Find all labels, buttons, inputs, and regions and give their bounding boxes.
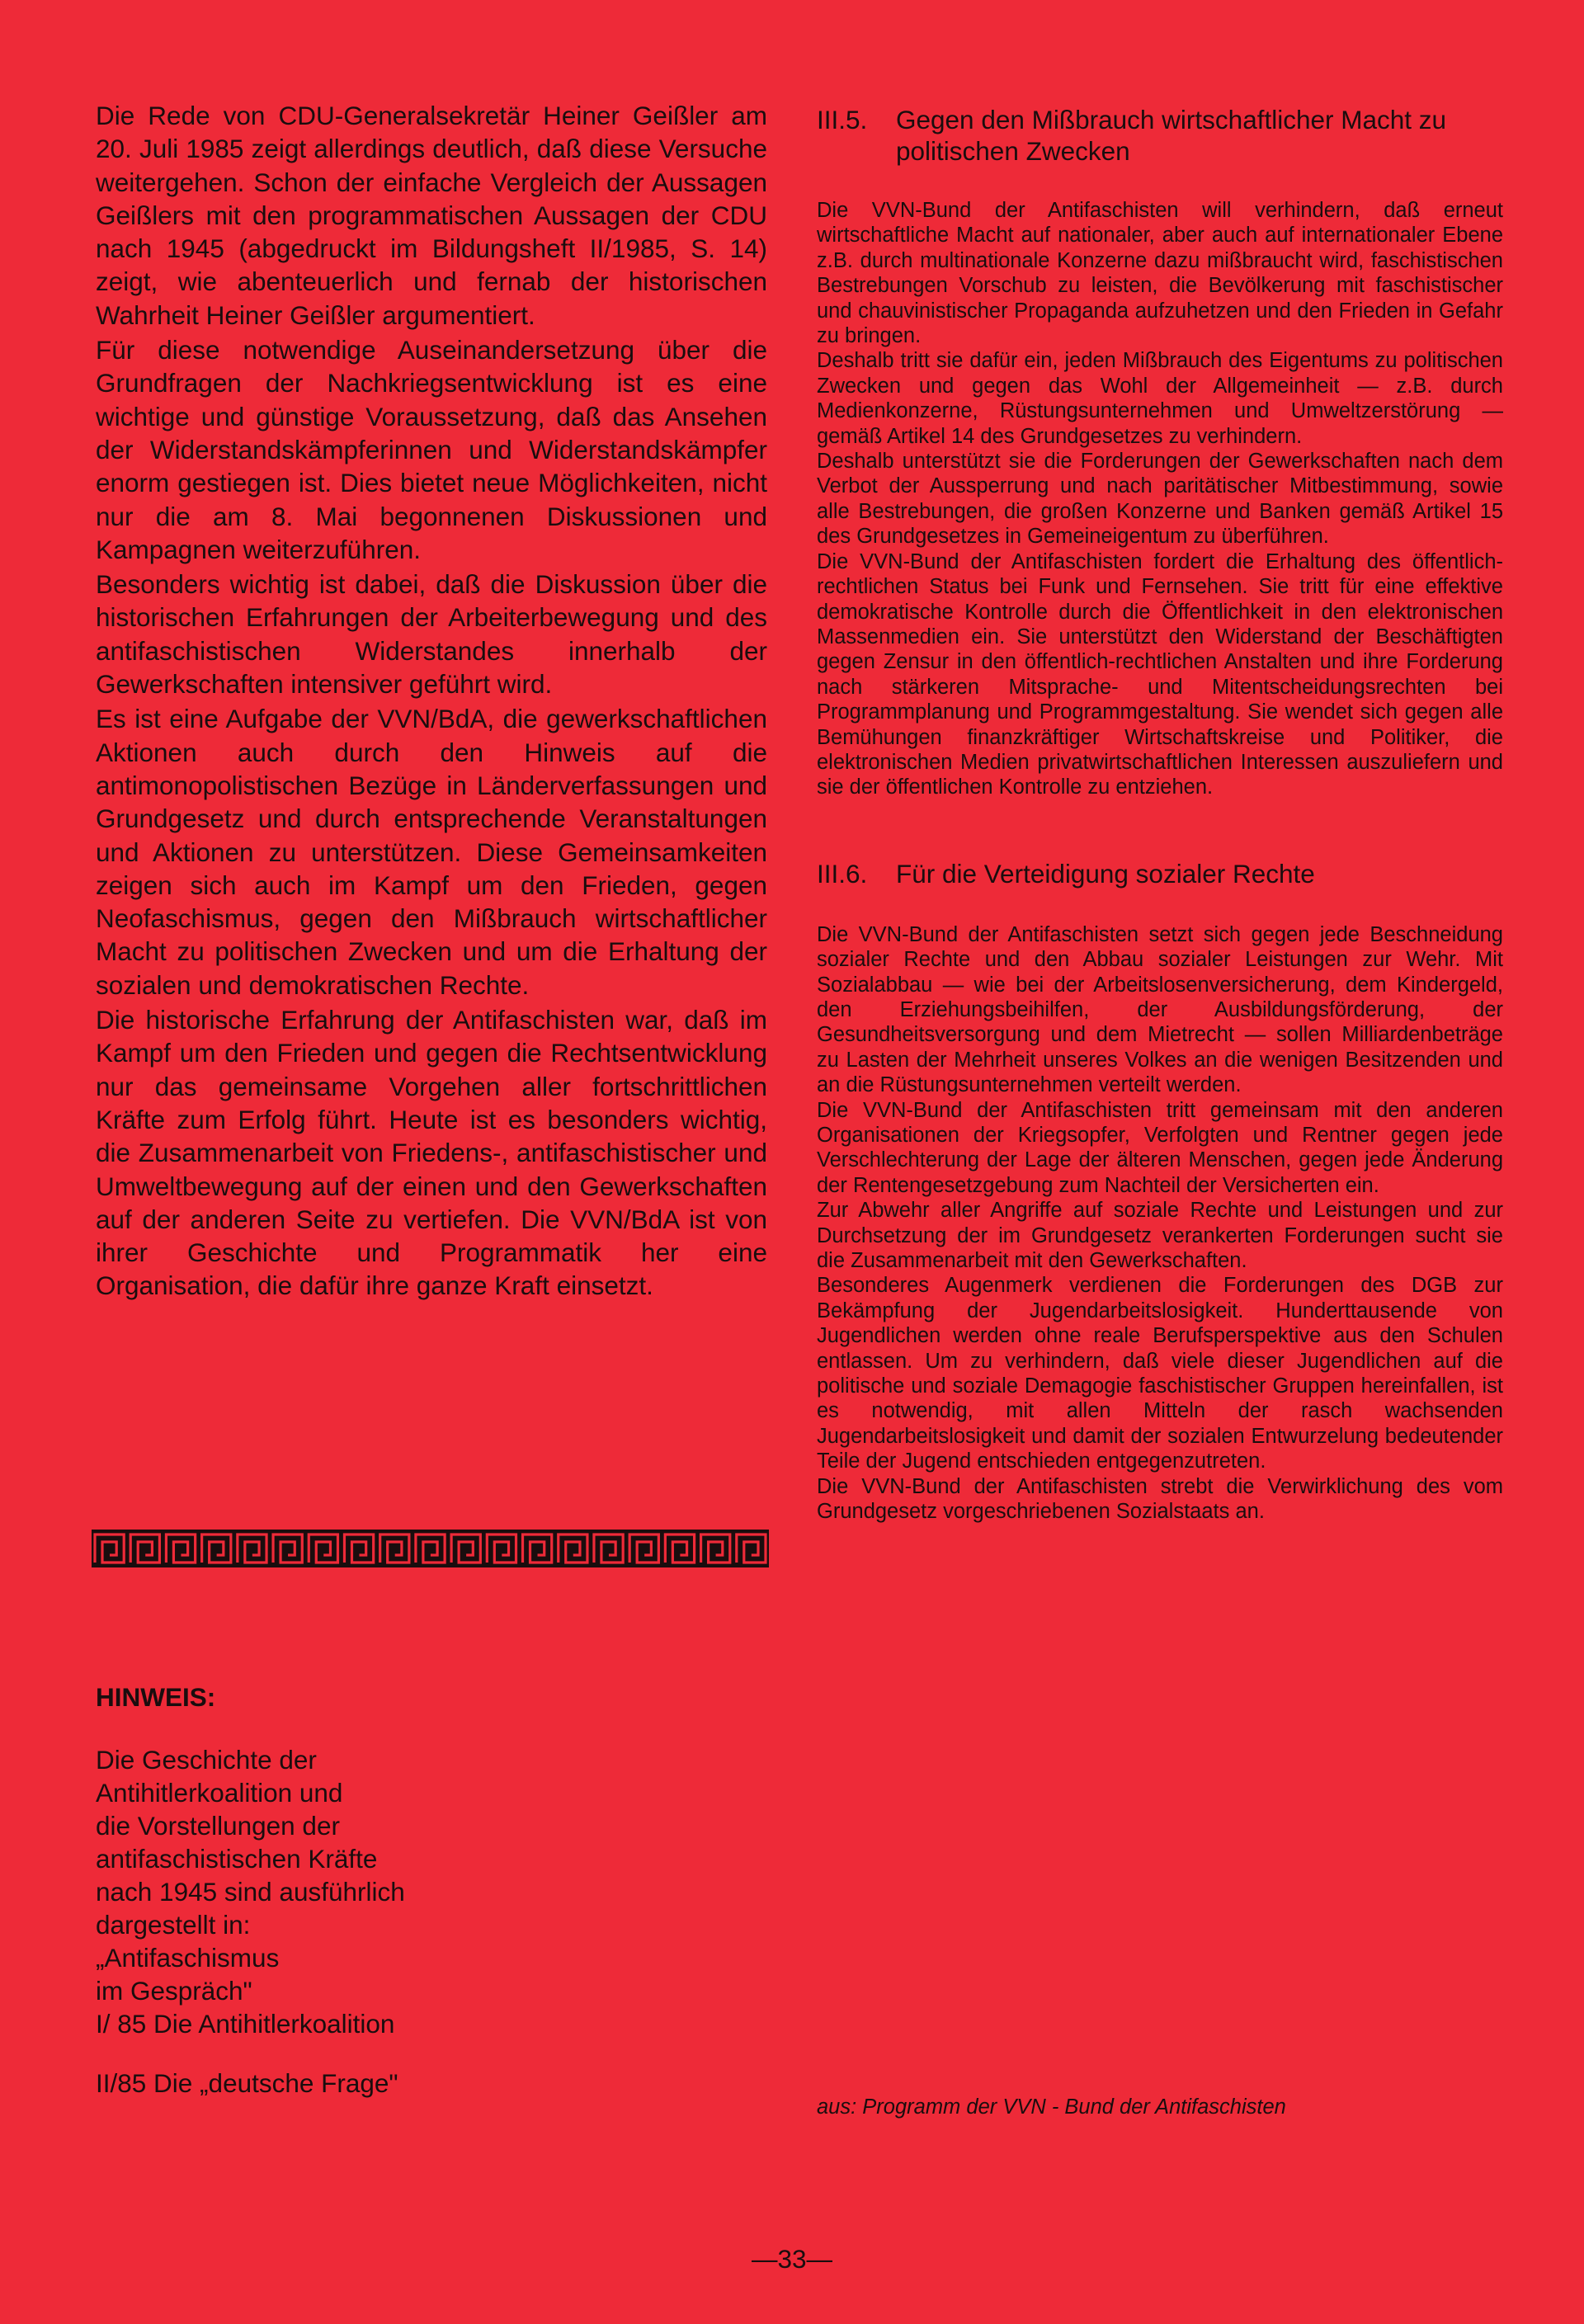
- left-paragraph-1: Die Rede von CDU-Generalsekretär Heiner Geißler am 20. Juli 1985 zeigt allerdings deutlich, daß diese Versuche weitergehen. Schon der einfache Vergleich der Aussagen Geißlers mit den programmatischen Aussagen der CDU nach 1945 (abgedruckt im Bildungsheft II/1985, S. 14) zeigt, wie abenteuerlich und fernab der historischen Wahrheit Heiner Geißler argumentiert.: [96, 101, 767, 330]
- section-5-paragraph: Die VVN-Bund der Antifaschisten fordert die Erhaltung des öffentlich-rechtlichen Status bei Funk und Fernsehen. Sie tritt für eine effektive demokratische Kontrolle durch die Öffentlichkeit in den elektronischen Massenmedien ein. Sie unterstützt den Widerstand der Beschäftigten gegen Zensur in den öffentlich-rechtlichen Anstalten und ihre Forderung nach stärkeren Mitsprache- und Mitentscheidungsrechten bei Programmplanung und Programmgestaltung. Sie wendet sich gegen alle Bemühungen finanzkräftiger Wirtschaftskreise und Politiker, die elektronischen Medien privatwirtschaftlichen Interessen auszuliefern und sie der öffentlichen Kontrolle zu entziehen.: [817, 549, 1503, 799]
- hinweis-line: Die Geschichte der: [96, 1745, 317, 1775]
- section-5-title: Gegen den Mißbrauch wirtschaftlicher Macht zu politischen Zwecken: [896, 105, 1447, 166]
- hinweis-title: HINWEIS:: [96, 1682, 216, 1712]
- section-6-paragraph: Die VVN-Bund der Antifaschisten tritt gemeinsam mit den anderen Organisationen der Kriegsopfer, Verfolgten und Rentner gegen jede Verschlechterung der Lage der älteren Menschen, gegen jede Änderung der Rentengesetzgebung zum Nachteil der Versicherten ein.: [817, 1098, 1503, 1197]
- section-6-number: III.6.: [817, 858, 868, 889]
- hinweis-line: Antihitlerkoalition und: [96, 1778, 343, 1808]
- section-5-paragraph: Deshalb tritt sie dafür ein, jeden Mißbrauch des Eigentums zu politischen Zwecken und gegen das Wohl der Allgemeinheit — z.B. durch Medienkonzerne, Rüstungsunternehmen und Umweltzerstörung — gemäß Artikel 14 des Grundgesetzes zu verhindern.: [817, 349, 1503, 448]
- section-5-paragraph: Deshalb unterstützt sie die Forderungen der Gewerkschaften nach dem Verbot der Aussperrung und nach paritätischer Mitbestimmung, sowie alle Bestrebungen, die großen Konzerne und Banken gemäß Artikel 15 des Grundgesetzes in Gemeineigentum zu überführen.: [817, 450, 1503, 549]
- hinweis-last-line: II/85 Die „deutsche Frage": [96, 2068, 398, 2098]
- hinweis-line: „Antifaschismus: [96, 1943, 280, 1973]
- section-5-heading: [817, 104, 1503, 167]
- hinweis-line: antifaschistischen Kräfte: [96, 1844, 378, 1874]
- left-paragraph-2: Für diese notwendige Auseinandersetzung über die Grundfragen der Nachkriegsentwicklung ist es eine wichtige und günstige Voraussetzung, daß das Ansehen der Widerstandskämpferinnen und Widerstandskämpfer enorm gestiegen ist. Dies bietet neue Möglichkeiten, nicht nur die am 8. Mai begonnenen Diskussionen und Kampagnen weiterzuführen.: [96, 335, 767, 564]
- section-5-number: III.5.: [817, 105, 868, 134]
- hinweis-line: dargestellt in:: [96, 1910, 251, 1940]
- section-5-paragraph: Die VVN-Bund der Antifaschisten will verhindern, daß erneut wirtschaftliche Macht auf nationaler, aber auch auf internationaler Ebene z.B. durch multinationale Konzerne dazu mißbraucht wird, faschistischen Bestrebungen Vorschub zu leisten, die Bevölkerung mit faschistischer und chauvinistischer Propaganda aufzuhetzen und den Frieden in Gefahr zu bringen.: [817, 199, 1503, 348]
- hinweis-line: im Gespräch": [96, 1976, 252, 2006]
- section-6-paragraph: Besonderes Augenmerk verdienen die Forderungen des DGB zur Bekämpfung der Jugendarbeitslosigkeit. Hunderttausende von Jugendlichen werden ohne reale Berufsperspektive aus den Schulen entlassen. Um zu verhindern, daß viele dieser Jugendlichen auf die politische und soziale Demagogie faschistischer Gruppen hereinfallen, ist es notwendig, mit allen Mitteln der rasch wachsenden Jugendarbeitslosigkeit und damit der sozialen Entwurzelung bedeutender Teile der Jugend entschieden entgegenzutreten.: [817, 1274, 1503, 1473]
- left-paragraph-5: Die historische Erfahrung der Antifaschisten war, daß im Kampf um den Frieden und gegen die Rechtsentwicklung nur das gemeinsame Vorgehen aller fortschrittlichen Kräfte zum Erfolg führt. Heute ist es besonders wichtig, die Zusammenarbeit von Friedens-, antifaschistischer und Umweltbewegung auf der einen und den Gewerkschaften auf der anderen Seite zu vertiefen. Die VVN/BdA ist von ihrer Geschichte und Programmatik her eine Organisation, die dafür ihre ganze Kraft einsetzt.: [96, 1005, 767, 1301]
- section-6-title: Für die Verteidigung sozialer Rechte: [896, 858, 1315, 889]
- left-paragraph-3: Besonders wichtig ist dabei, daß die Diskussion über die historischen Erfahrungen der Arbeiterbewegung und des antifaschistischen Widerstandes innerhalb der Gewerkschaften intensiver geführt wird.: [96, 569, 767, 700]
- section-6-paragraph: Die VVN-Bund der Antifaschisten setzt sich gegen jede Beschneidung sozialer Rechte und den Abbau sozialer Leistungen zur Wehr. Mit Sozialabbau — wie bei der Arbeitslosenversicherung, dem Kindergeld, den Erziehungsbeihilfen, der Ausbildungsförderung, der Gesundheitsversorgung und dem Mietrecht — sollen Milliardenbeträge zu Lasten der Mehrheit unseres Volkes an die wenigen Besitzenden und an die Rüstungsunternehmen verteilt werden.: [817, 922, 1503, 1097]
- hinweis-line: die Vorstellungen der: [96, 1811, 340, 1841]
- greek-key-ornament: [92, 1530, 769, 1567]
- section-6-paragraph: Zur Abwehr aller Angriffe auf soziale Rechte und Leistungen und zur Durchsetzung der im Grundgesetz verankerten Forderungen sucht sie die Zusammenarbeit mit den Gewerkschaften.: [817, 1199, 1503, 1273]
- source-citation: aus: Programm der VVN - Bund der Antifaschisten: [817, 2095, 1286, 2119]
- left-paragraph-4: Es ist eine Aufgabe der VVN/BdA, die gewerkschaftlichen Aktionen auch durch den Hinweis auf die antimonopolistischen Bezüge in Länderverfassungen und Grundgesetz und durch entsprechende Veranstaltungen und Aktionen zu unterstützen. Diese Gemeinsamkeiten zeigen sich auch im Kampf um den Frieden, gegen Neofaschismus, gegen den Mißbrauch wirtschaftlicher Macht zu politischen Zwecken und um die Erhaltung der sozialen und demokratischen Rechte.: [96, 704, 767, 1000]
- section-6-heading: [817, 858, 1503, 889]
- hinweis-line: I/ 85 Die Antihitlerkoalition: [96, 2009, 395, 2039]
- section-6-paragraph: Die VVN-Bund der Antifaschisten strebt die Verwirklichung des vom Grundgesetz vorgeschriebenen Sozialstaats an.: [817, 1474, 1503, 1524]
- hinweis-line: nach 1945 sind ausführlich: [96, 1877, 405, 1907]
- page-number: —33—: [751, 2244, 833, 2274]
- right-column: [817, 104, 1503, 1525]
- hinweis-box: [96, 1681, 525, 2100]
- left-column: [96, 99, 767, 1304]
